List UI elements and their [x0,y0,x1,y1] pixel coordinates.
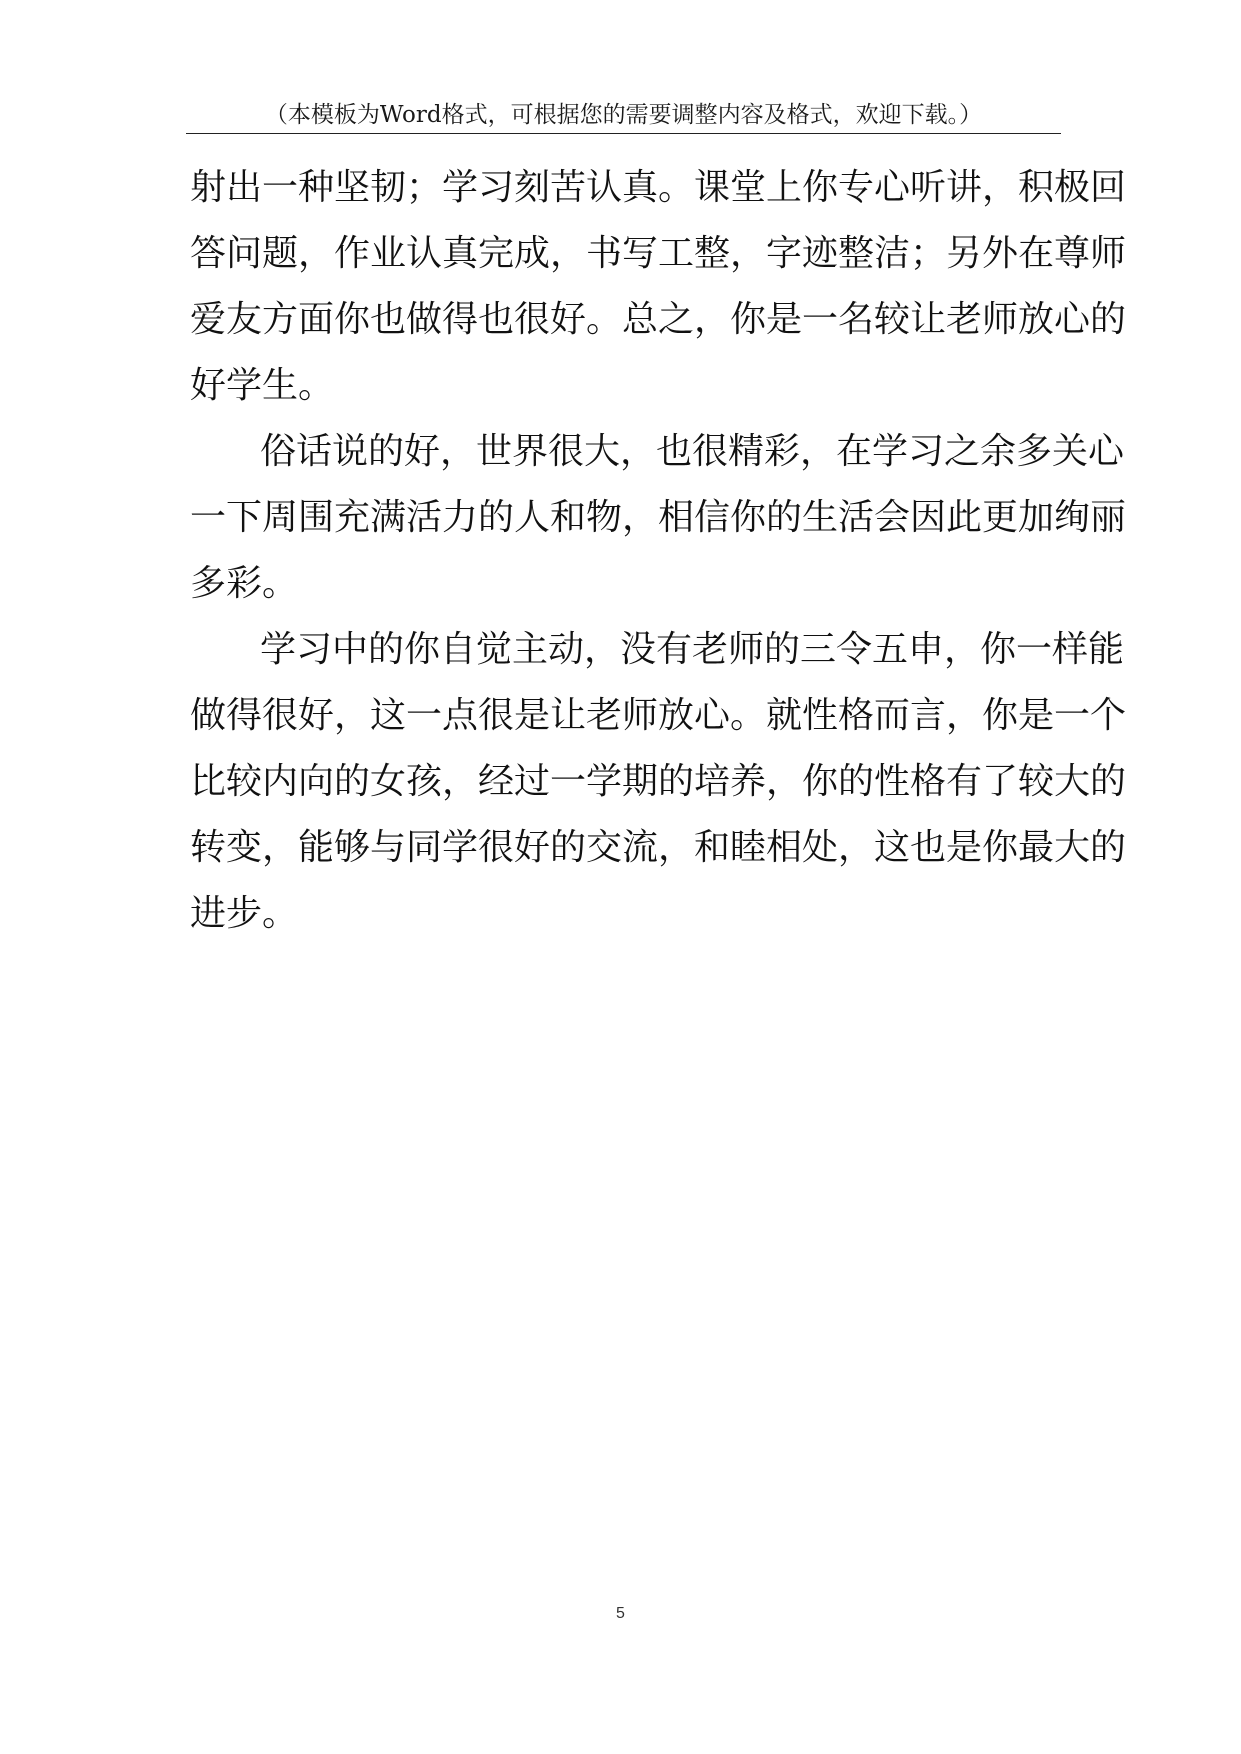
text-line: 进步。 [190,893,299,934]
text-line: 多彩。 [190,563,299,604]
template-header-note: （本模板为Word格式，可根据您的需要调整内容及格式，欢迎下载。） [264,102,983,128]
paragraph-first-line: 学习中的你自觉主动，没有老师的三令五申，你一样能 [260,629,1125,670]
paragraph-first-line: 俗话说的好，世界很大，也很精彩，在学习之余多关心 [260,431,1125,472]
text-line: 做得很好，这一点很是让老师放心。就性格而言，你是一个 [190,695,1127,736]
text-line: 好学生。 [190,365,335,406]
page-number: 5 [616,1605,625,1622]
text-line: 射出一种坚韧；学习刻苦认真。课堂上你专心听讲，积极回 [190,167,1127,208]
header-divider [186,133,1061,134]
text-line: 比较内向的女孩，经过一学期的培养，你的性格有了较大的 [190,761,1127,802]
body-text [190,155,1127,947]
text-line: 一下周围充满活力的人和物，相信你的生活会因此更加绚丽 [190,497,1127,538]
text-line: 转变，能够与同学很好的交流，和睦相处，这也是你最大的 [190,827,1127,868]
text-line: 答问题，作业认真完成，书写工整，字迹整洁；另外在尊师 [190,233,1127,274]
text-line: 爱友方面你也做得也很好。总之，你是一名较让老师放心的 [190,299,1127,340]
